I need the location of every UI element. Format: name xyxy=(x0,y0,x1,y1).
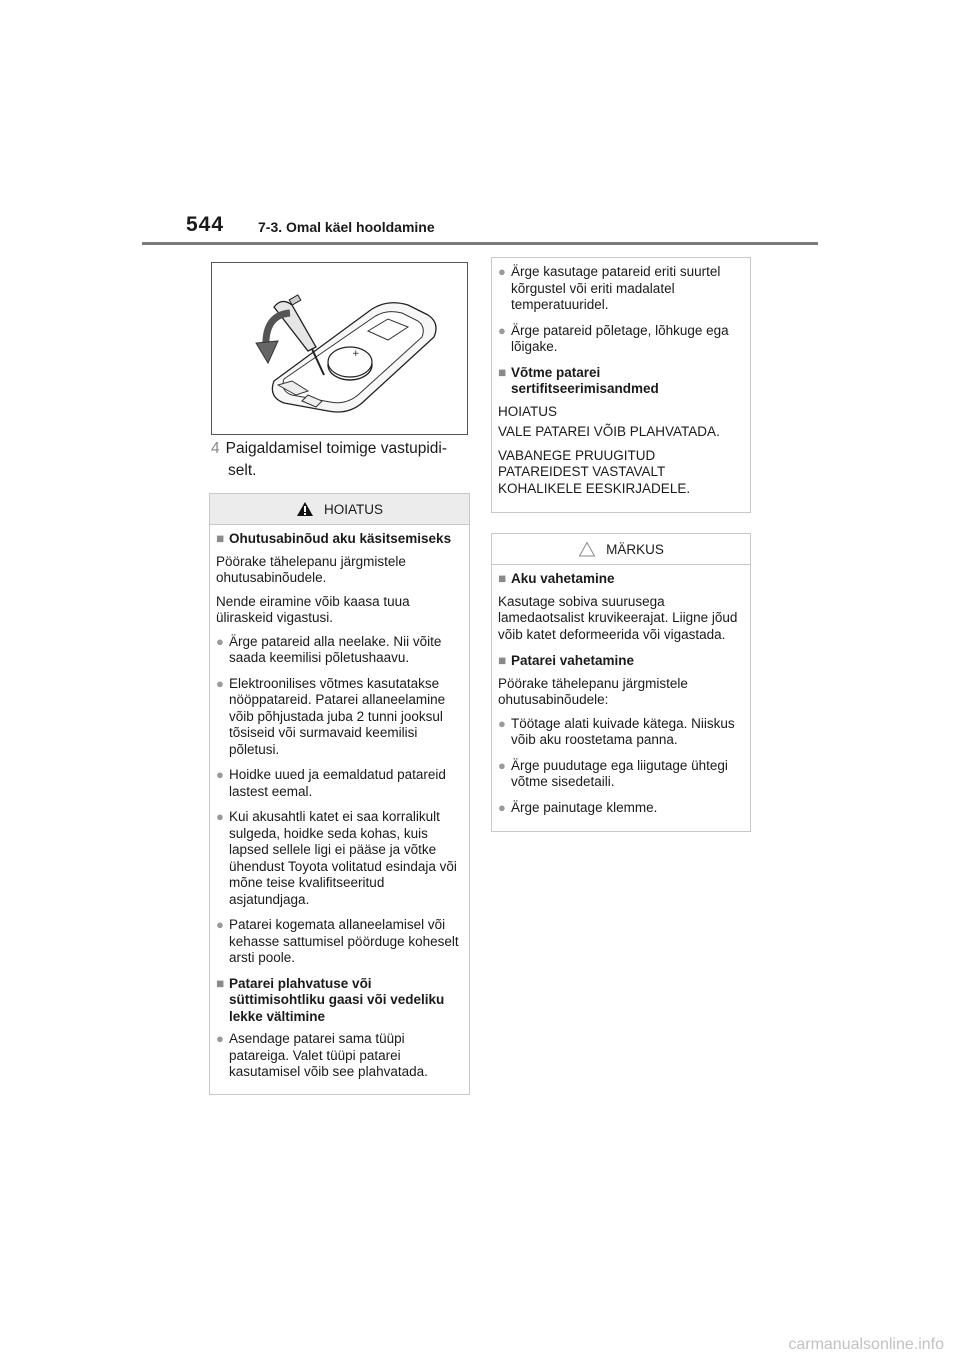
square-bullet-icon: ■ xyxy=(498,653,507,668)
screwdriver-key-battery-icon xyxy=(212,263,467,434)
note-paragraph-2: Pöörake tähelepanu järgmistele ohutusabinõudele: xyxy=(498,675,688,707)
note-box-header xyxy=(492,534,750,565)
round-bullet-icon: ● xyxy=(216,675,224,691)
square-bullet-icon: ■ xyxy=(216,531,225,546)
note-title: MÄRKUS xyxy=(606,541,664,557)
round-bullet-icon: ● xyxy=(498,715,506,731)
warning-title: HOIATUS xyxy=(323,501,383,517)
warning-box xyxy=(209,493,470,1095)
page-number: 544 xyxy=(186,213,225,236)
cert-line-1: HOIATUS xyxy=(498,403,558,419)
step-text-line2: selt. xyxy=(228,462,257,479)
svg-text:+: + xyxy=(352,349,360,359)
round-bullet-icon: ● xyxy=(216,1031,224,1046)
warning-bullet: ● Patarei kogemata allaneelamisel või kehasse sattumisel pöörduge koheselt arsti poole. xyxy=(216,917,459,965)
note-bullet: ● Töötage alati kuivade kätega. Niiskus võib aku roostetama panna. xyxy=(498,715,735,747)
section-title: 7-3. Omal käel hooldamine xyxy=(258,219,435,235)
note-bullet: ● Ärge puudutage ega liigutage ühtegi võtme sisedetaili. xyxy=(498,757,728,789)
warning-bullet: ● Asendage patarei sama tüüpi patareiga. Valet tüüpi patarei kasutamisel võib see plahvatada. xyxy=(216,1031,428,1079)
warning-bullet: ● Hoidke uued ja eemaldatud patareid lastest eemal. xyxy=(216,767,446,799)
warning-heading-1: ■ Ohutusabinõud aku käsitsemiseks xyxy=(216,531,452,546)
step-text-line1: Paigaldamisel toimige vastupidi- xyxy=(225,440,448,457)
key-battery-illustration xyxy=(211,262,468,435)
round-bullet-icon: ● xyxy=(498,264,506,279)
warning-heading-2: ■ Patarei plahvatuse või süttimisohtliku gaasi või vedeliku lekke vältimine xyxy=(216,975,445,1024)
footer-watermark: carmanualsonline.info xyxy=(788,1336,944,1353)
step-4 xyxy=(211,438,471,482)
note-paragraph-1: Kasutage sobiva suurusega lamedaotsalist kruvikeerajat. Liigne jõud võib katet deformeerida või vigastada. xyxy=(498,593,738,642)
warning-box-header xyxy=(210,494,469,525)
round-bullet-icon: ● xyxy=(216,767,224,782)
warning-paragraph-2: Nende eiramine võib kaasa tuua üliraskeid vigastusi. xyxy=(216,593,410,625)
warning-triangle-icon xyxy=(296,501,314,517)
note-heading-1: ■ Aku vahetamine xyxy=(498,571,615,586)
note-heading-2: ■ Patarei vahetamine xyxy=(498,653,635,668)
cert-line-3: VABANEGE PRUUGITUD PATAREIDEST VASTAVALT KOHALIKELE EESKIRJADELE. xyxy=(498,447,691,496)
warning-continuation-box xyxy=(491,257,751,513)
battery-cert-heading: ■ Võtme patarei sertifitseerimisandmed xyxy=(498,364,659,396)
round-bullet-icon: ● xyxy=(216,633,224,649)
continuation-bullet: ● Ärge patareid põletage, lõhkuge ega lõigake. xyxy=(498,322,729,354)
warning-bullet: ● Ärge patareid alla neelake. Nii võite saada keemilisi põletushaavu. xyxy=(216,633,442,665)
step-number: 4 xyxy=(211,440,220,457)
round-bullet-icon: ● xyxy=(498,799,506,815)
note-bullet: ● Ärge painutage klemme. xyxy=(498,799,658,815)
warning-paragraph-1: Pöörake tähelepanu järgmistele ohutusabinõudele. xyxy=(216,553,406,585)
warning-bullet: ● Kui akusahtli katet ei saa korralikult sulgeda, hoidke seda kohas, kuis lapsed sellele ligi ei pääse ja võtke ühendust Toyota volitatud esindaja või mõne teise kvalifitseeritud asjatundjaga. xyxy=(216,809,457,907)
round-bullet-icon: ● xyxy=(216,809,224,824)
square-bullet-icon: ■ xyxy=(498,571,507,586)
caution-outline-icon xyxy=(578,541,596,557)
round-bullet-icon: ● xyxy=(216,917,224,932)
round-bullet-icon: ● xyxy=(498,757,506,773)
header-divider xyxy=(142,242,818,245)
square-bullet-icon: ■ xyxy=(498,364,507,380)
cert-line-2: VALE PATAREI VÕIB PLAHVATADA. xyxy=(498,424,720,439)
round-bullet-icon: ● xyxy=(498,322,506,338)
note-box xyxy=(491,533,751,832)
warning-bullet: ● Elektroonilises võtmes kasutatakse nööppatareid. Patarei allaneelamine võib põhjustada juba 2 tunni jooksul tõsiseid või surmavaid keemilisi põletusi. xyxy=(216,675,446,757)
continuation-bullet: ● Ärge kasutage patareid eriti suurtel kõrgustel või eriti madalatel temperatuuridel. xyxy=(498,264,721,312)
square-bullet-icon: ■ xyxy=(216,975,225,991)
